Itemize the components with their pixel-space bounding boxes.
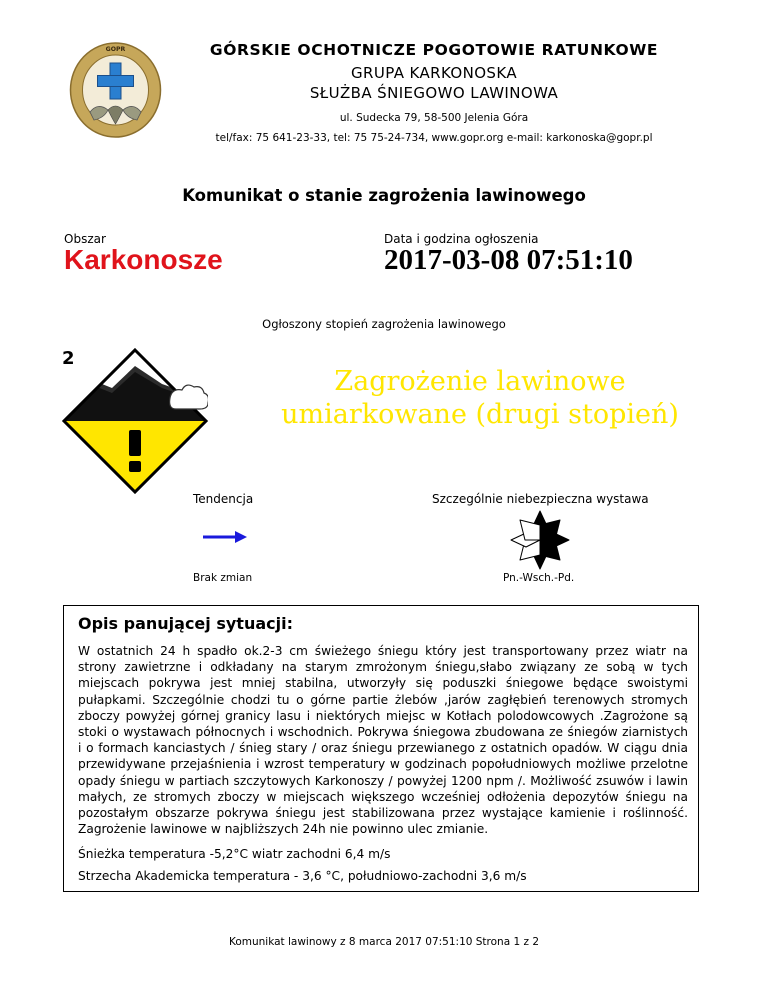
aspect-label: Szczególnie niebezpieczna wystawa [432, 492, 649, 506]
organization-address: ul. Sudecka 79, 58-500 Jelenia Góra [339, 112, 529, 124]
date-label: Data i godzina ogłoszenia [384, 232, 539, 246]
organization-service: SŁUŻBA ŚNIEGOWO LAWINOWA [309, 84, 559, 102]
aspect-value: Pn.-Wsch.-Pd. [503, 572, 575, 584]
area-label: Obszar [64, 232, 106, 246]
trend-value: Brak zmian [193, 572, 253, 584]
danger-level-number: 2 [62, 348, 75, 369]
date-value: 2017-03-08 07:51:10 [384, 244, 633, 276]
danger-level-title: Zagrożenie lawinowe umiarkowane (drugi stopień) [281, 366, 679, 430]
weather-station-strzecha: Strzecha Akademicka temperatura - 3,6 °C, południowo-zachodni 3,6 m/s [78, 869, 527, 883]
svg-text:GOPR: GOPR [105, 46, 126, 53]
organization-name: GÓRSKIE OCHOTNICZE POGOTOWIE RATUNKOWE [209, 41, 659, 59]
exposition-rose-icon [509, 509, 571, 571]
page-title: Komunikat o stanie zagrożenia lawinowego [182, 186, 586, 205]
weather-station-sniezka: Śnieżka temperatura -5,2°C wiatr zachodni 6,4 m/s [78, 847, 391, 861]
danger-level-heading: Ogłoszony stopień zagrożenia lawinowego [262, 317, 506, 331]
area-value: Karkonosze [64, 244, 223, 275]
avalanche-danger-level-2-icon [62, 348, 208, 494]
page-footer: Komunikat lawinowy z 8 marca 2017 07:51:10 Strona 1 z 2 [228, 936, 540, 948]
description-body: W ostatnich 24 h spadło ok.2-3 cm świeżego śniegu który jest transportowany przez wiatr na strony zawietrzne i odkładany na starym zmrożonym śniegu,słabo związany ze sobą w tych miejscach pokrywa jest mniej stabilna, utworzyły się poduszki śniegowe będące swoistymi pułapkami. Szczególnie chodzi tu o górne partie żlebów ,jarów zagłębień terenowych stromych zboczy powyżej górnej granicy lasu i niektórych miejsc w Kotłach polodowcowych .Zagrożone są stoki o wystawach północnych i wschodnich. Pokrywa śniegowa zbudowana ze śniegów ziarnistych i o formach kanciastych / śnieg stary / oraz śniegu przewianego z ostatnich opadów. W ciągu dnia przewidywane przejaśnienia i wzrost temperatury w godzinach popołudniowych możliwe przelotne opady śniegu w partiach szczytowych Karkonoszy / powyżej 1200 npm /. Możliwość zsuwów i lawin małych, ze stromych zboczy w miejscach większego wcześniej odłożenia depozytów śniegu na pozostałym obszarze pokrywa śniegu jest stabilizowana przez wystające kamienie i roślinność. Zagrożenie lawinowe w najbliższych 24h nie powinno ulec zmianie. [78, 644, 688, 837]
gopr-logo-icon [68, 40, 163, 140]
organization-group: GRUPA KARKONOSKA [350, 64, 517, 82]
trend-label: Tendencja [193, 492, 254, 506]
description-title: Opis panującej sytuacji: [78, 614, 293, 633]
organization-contact: tel/fax: 75 641-23-33, tel: 75 75-24-734, www.gopr.org e-mail: karkonoska@gopr.pl [215, 132, 653, 144]
arrow-right-icon [203, 529, 247, 545]
